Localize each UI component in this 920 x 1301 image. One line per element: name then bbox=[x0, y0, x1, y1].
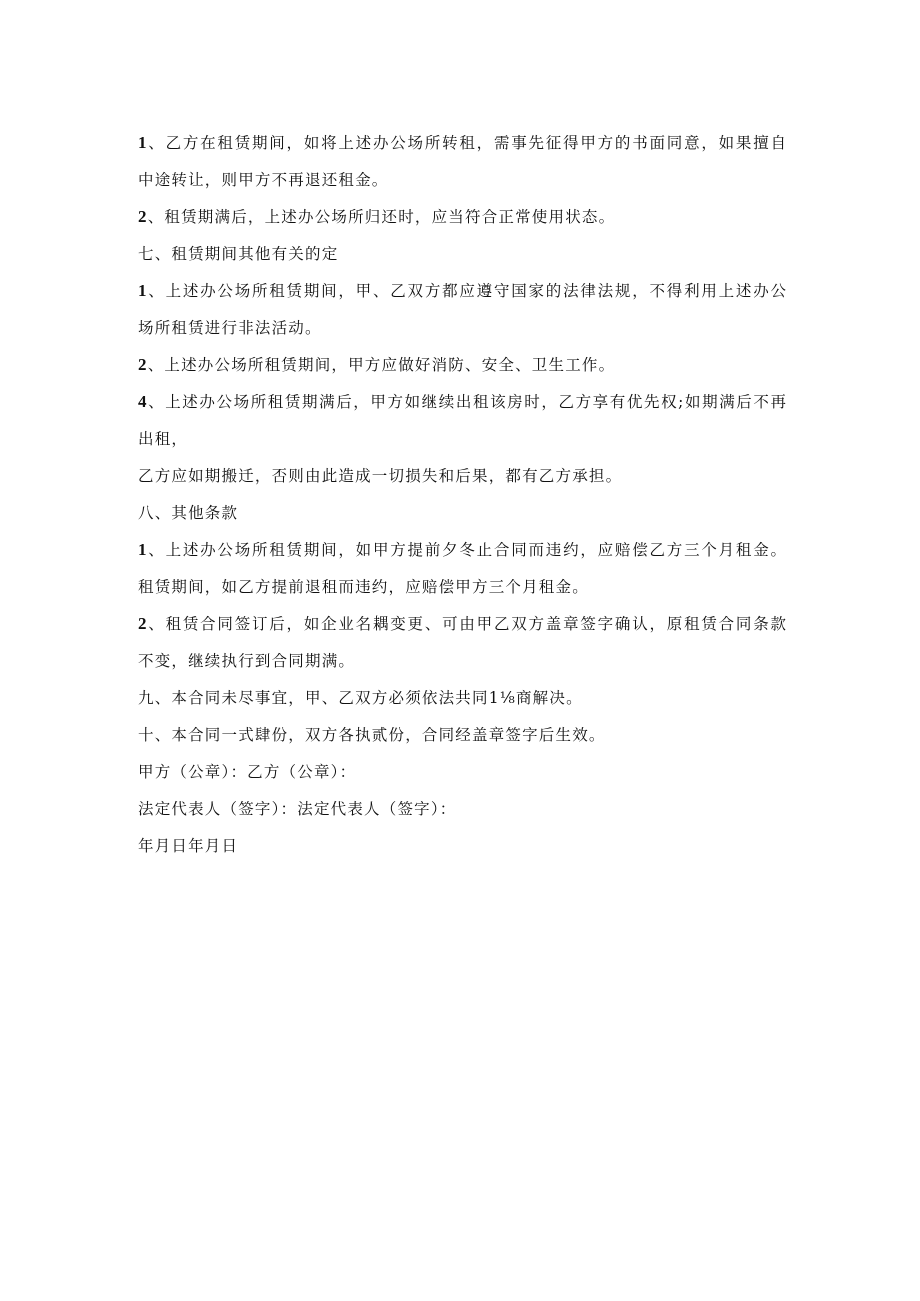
list-number: 1 bbox=[138, 281, 147, 300]
line-text: 七、租赁期间其他有关的定 bbox=[138, 245, 339, 263]
text-line bbox=[138, 392, 786, 412]
list-number: 1 bbox=[138, 133, 147, 152]
line-text: 、乙方在租赁期间，如将上述办公场所转租，需事先征得甲方的书面同意，如果擅自 bbox=[146, 134, 786, 152]
text-line bbox=[138, 429, 786, 449]
line-text: 中途转让，则甲方不再退还租金。 bbox=[138, 171, 389, 189]
line-text: 不变，继续执行到合同期满。 bbox=[138, 652, 356, 670]
text-line bbox=[138, 207, 786, 227]
signature-line bbox=[138, 799, 786, 819]
section-heading bbox=[138, 244, 786, 264]
line-text: 乙方应如期搬迁，否则由此造成一切损失和后果，都有乙方承担。 bbox=[138, 467, 623, 485]
line-text: 、上述办公场所租赁期间，如甲方提前夕冬止合同而违约，应赔偿乙方三个月租金。 bbox=[146, 541, 786, 559]
document-page bbox=[138, 133, 786, 856]
line-text: 、租赁合同签订后，如企业名耦变更、可由甲乙双方盖章签字确认，原租赁合同条款 bbox=[146, 615, 786, 633]
line-text: 八、其他条款 bbox=[138, 504, 239, 522]
list-number: 2 bbox=[138, 614, 147, 633]
text-line bbox=[138, 466, 786, 486]
section-heading bbox=[138, 725, 786, 745]
list-number: 4 bbox=[138, 392, 147, 411]
line-text: 年月日年月日 bbox=[138, 837, 239, 855]
text-line bbox=[138, 281, 786, 301]
text-line bbox=[138, 170, 786, 190]
line-text: 、上述办公场所租赁期满后，甲方如继续出租该房时，乙方享有优先权;如期满后不再 bbox=[146, 393, 786, 411]
line-text: 、上述办公场所租赁期间，甲、乙双方都应遵守国家的法律法规，不得利用上述办公 bbox=[146, 282, 786, 300]
line-text: 十、本合同一式肆份，双方各执贰份，合同经盖章签字后生效。 bbox=[138, 726, 606, 744]
text-line bbox=[138, 133, 786, 153]
line-text: 租赁期间，如乙方提前退租而违约，应赔偿甲方三个月租金。 bbox=[138, 578, 589, 596]
line-text: 出租， bbox=[138, 430, 189, 448]
text-line bbox=[138, 614, 786, 634]
line-text: 、租赁期满后，上述办公场所归还时，应当符合正常使用状态。 bbox=[147, 208, 616, 226]
line-text: 九、本合同未尽事宜，甲、乙双方必须依法共同1⅛商解决。 bbox=[138, 689, 583, 707]
list-number: 2 bbox=[138, 207, 148, 226]
text-line bbox=[138, 540, 786, 560]
section-heading bbox=[138, 503, 786, 523]
line-text: 场所租赁进行非法活动。 bbox=[138, 319, 322, 337]
list-number: 1 bbox=[138, 540, 147, 559]
signature-line bbox=[138, 762, 786, 782]
list-number: 2 bbox=[138, 355, 148, 374]
line-text: 甲方（公章）：乙方（公章）： bbox=[138, 763, 357, 781]
date-line bbox=[138, 836, 786, 856]
text-line bbox=[138, 651, 786, 671]
section-heading bbox=[138, 688, 786, 708]
line-text: 、上述办公场所租赁期间，甲方应做好消防、安全、卫生工作。 bbox=[147, 356, 616, 374]
text-line bbox=[138, 577, 786, 597]
line-text: 法定代表人（签字）：法定代表人（签字）： bbox=[138, 800, 457, 818]
text-line bbox=[138, 318, 786, 338]
text-line bbox=[138, 355, 786, 375]
